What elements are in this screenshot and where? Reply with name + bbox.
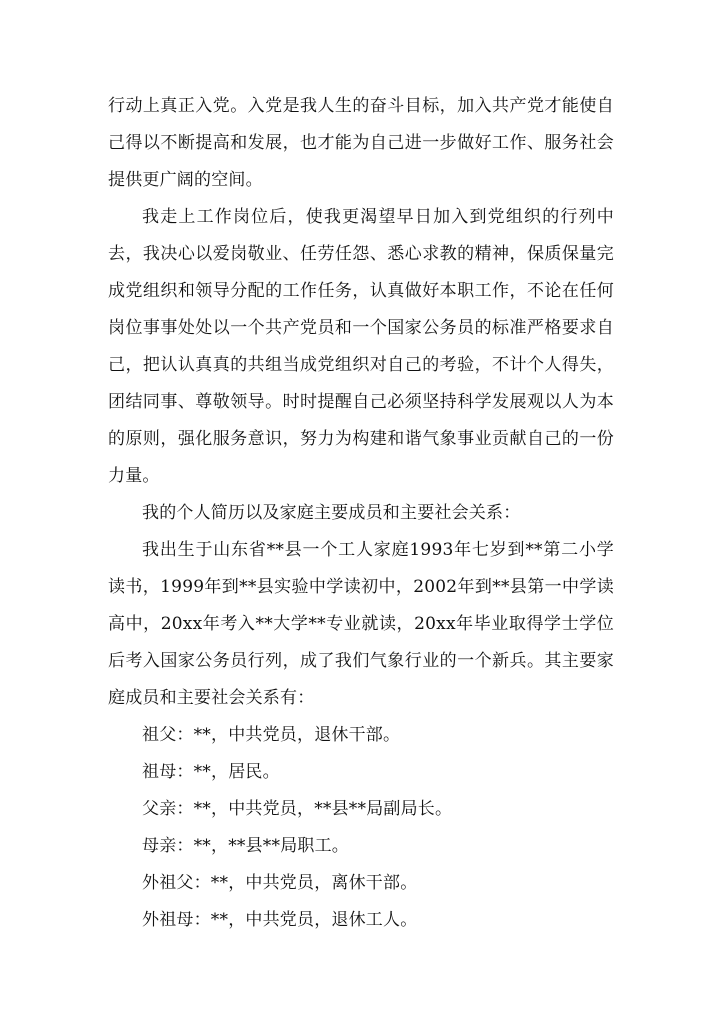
relation-father: 父亲：**，中共党员，**县**局副局长。 bbox=[142, 799, 453, 819]
relation-maternal-grandfather: 外祖父：**，中共党员，离休干部。 bbox=[142, 873, 418, 893]
section-intro: 我的个人简历以及家庭主要成员和主要社会关系： bbox=[142, 503, 521, 523]
resume-paragraph: 我出生于山东省**县一个工人家庭1993年七岁到**第二小学读书，1999年到**县实验中学读初中，2002年到**县第一中学读高中，20xx年考入**大学**专业就读，20xx年毕业取得学士学位后考入国家公务员行列，成了我们气象行业的一个新兵。其主要家庭成员和主要社会关系有： bbox=[108, 540, 614, 708]
document-body bbox=[108, 88, 614, 939]
resolve-paragraph: 我走上工作岗位后，使我更渴望早日加入到党组织的行列中去，我决心以爱岗敬业、任劳任怨、悉心求教的精神，保质保量完成党组织和领导分配的工作任务，认真做好本职工作，不论在任何岗位事事处处以一个共产党员和一个国家公务员的标准严格要求自己，把认认真真的共组当成党组织对自己的考验，不计个人得失，团结同事、尊敬领导。时时提醒自己必须坚持科学发展观以人为本的原则，强化服务意识，努力为构建和谐气象事业贡献自己的一份力量。 bbox=[108, 207, 614, 486]
relation-grandfather: 祖父：**，中共党员，退休干部。 bbox=[142, 725, 401, 745]
continuation-paragraph: 行动上真正入党。入党是我人生的奋斗目标，加入共产党才能使自己得以不断提高和发展，也才能为自己进一步做好工作、服务社会提供更广阔的空间。 bbox=[108, 96, 614, 190]
relation-mother: 母亲：**，**县**局职工。 bbox=[142, 836, 349, 856]
relation-grandmother: 祖母：**，居民。 bbox=[142, 762, 280, 782]
relation-maternal-grandmother: 外祖母：**，中共党员，退休工人。 bbox=[142, 910, 418, 930]
